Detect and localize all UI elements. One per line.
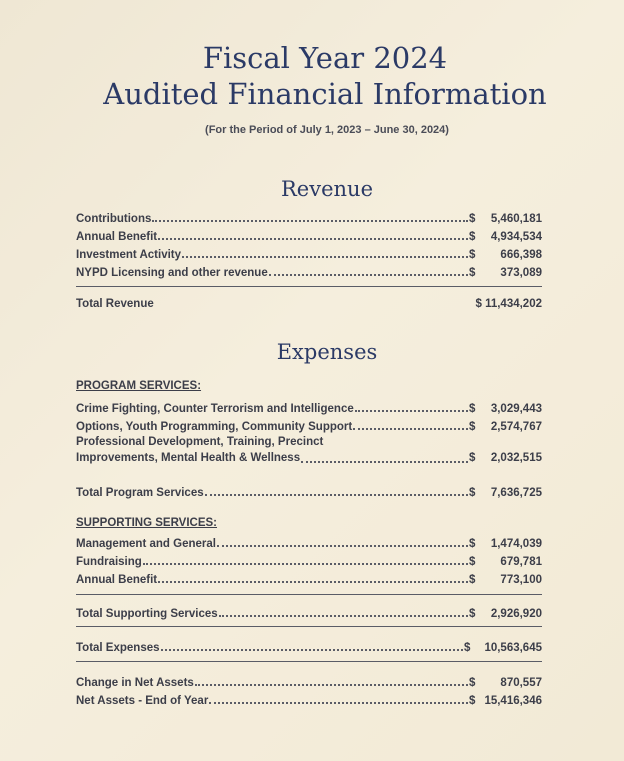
- program-row-crime-fighting: [76, 397, 542, 415]
- leader-dots: [158, 238, 468, 240]
- revenue-heading: Revenue: [280, 177, 373, 201]
- total-amount: $ 11,434,202: [475, 298, 542, 310]
- revenue-row-contributions: [76, 207, 542, 225]
- supporting-row-management: [76, 532, 542, 550]
- row-label: Contributions: [76, 213, 152, 225]
- leader-dots: [152, 220, 468, 222]
- row-label: Change in Net Assets: [76, 677, 194, 689]
- leader-dots: [219, 615, 468, 617]
- leader-dots: [301, 461, 468, 463]
- row-label: Total Program Services: [76, 487, 204, 499]
- row-label: Fundraising: [76, 556, 142, 568]
- row-amount: $ 679,781: [469, 556, 542, 568]
- supporting-services-heading: SUPPORTING SERVICES:: [76, 517, 218, 529]
- row-amount: $ 2,926,920: [469, 608, 542, 620]
- row-amount: $ 3,029,443: [469, 403, 542, 415]
- period-subtitle: (For the Period of July 1, 2023 – June 30, 2024): [205, 124, 449, 136]
- row-label: Options, Youth Programming, Community Support: [76, 421, 353, 433]
- page-title-line1: Fiscal Year 2024: [202, 41, 448, 75]
- total-expenses-row: [76, 636, 542, 654]
- total-supporting-services-row: [76, 602, 542, 620]
- total-program-services-row: [76, 481, 542, 499]
- row-amount: $ 373,089: [469, 267, 542, 279]
- row-label-line1: Professional Development, Training, Precinct: [76, 436, 324, 448]
- leader-dots: [161, 649, 463, 651]
- program-row-professional-development: [76, 434, 542, 466]
- total-revenue-row: [76, 292, 542, 310]
- leader-dots: [143, 563, 468, 565]
- row-amount: $ 1,474,039: [469, 538, 542, 550]
- leader-dots: [355, 410, 468, 412]
- leader-dots: [217, 545, 468, 547]
- row-line2: [76, 450, 542, 466]
- leader-dots: [158, 581, 468, 583]
- row-label: Total Supporting Services: [76, 608, 218, 620]
- leader-dots: [269, 274, 468, 276]
- row-label: Management and General: [76, 538, 216, 550]
- leader-dots: [195, 684, 468, 686]
- row-amount: $ 2,032,515: [469, 452, 542, 464]
- divider: [76, 286, 542, 287]
- revenue-row-annual-benefit: [76, 225, 542, 243]
- supporting-row-annual-benefit: [76, 568, 542, 586]
- row-label: NYPD Licensing and other revenue: [76, 267, 268, 279]
- row-amount: $ 870,557: [469, 677, 542, 689]
- row-amount: $ 10,563,645: [464, 642, 542, 654]
- row-label: Total Expenses: [76, 642, 160, 654]
- row-label: Annual Benefit: [76, 574, 158, 586]
- program-row-options-youth: [76, 415, 542, 433]
- row-amount: $ 2,574,767: [469, 421, 542, 433]
- leader-dots: [205, 494, 468, 496]
- row-amount: $ 5,460,181: [469, 213, 542, 225]
- row-label: Annual Benefit: [76, 231, 158, 243]
- row-label: Investment Activity: [76, 249, 182, 261]
- row-label: Crime Fighting, Counter Terrorism and Intelligence: [76, 403, 354, 415]
- divider: [76, 626, 542, 627]
- revenue-row-nypd-licensing: [76, 261, 542, 279]
- supporting-row-fundraising: [76, 550, 542, 568]
- divider: [76, 661, 542, 662]
- row-amount: $ 4,934,534: [469, 231, 542, 243]
- row-amount: $ 666,398: [469, 249, 542, 261]
- expenses-heading: Expenses: [276, 340, 378, 364]
- row-label: Net Assets - End of Year: [76, 695, 209, 707]
- row-amount: $ 773,100: [469, 574, 542, 586]
- total-label: Total Revenue: [76, 298, 154, 310]
- leader-dots: [182, 256, 468, 258]
- program-services-heading: PROGRAM SERVICES:: [76, 380, 202, 392]
- row-label-line2: Improvements, Mental Health & Wellness: [76, 452, 301, 464]
- leader-dots: [353, 428, 468, 430]
- row-amount: $ 15,416,346: [469, 695, 542, 707]
- divider: [76, 594, 542, 595]
- change-net-assets-row: [76, 671, 542, 689]
- leader-dots: [209, 702, 468, 704]
- revenue-row-investment: [76, 243, 542, 261]
- net-assets-end-row: [76, 689, 542, 707]
- page-title-line2: Audited Financial Information: [103, 77, 547, 111]
- row-amount: $ 7,636,725: [469, 487, 542, 499]
